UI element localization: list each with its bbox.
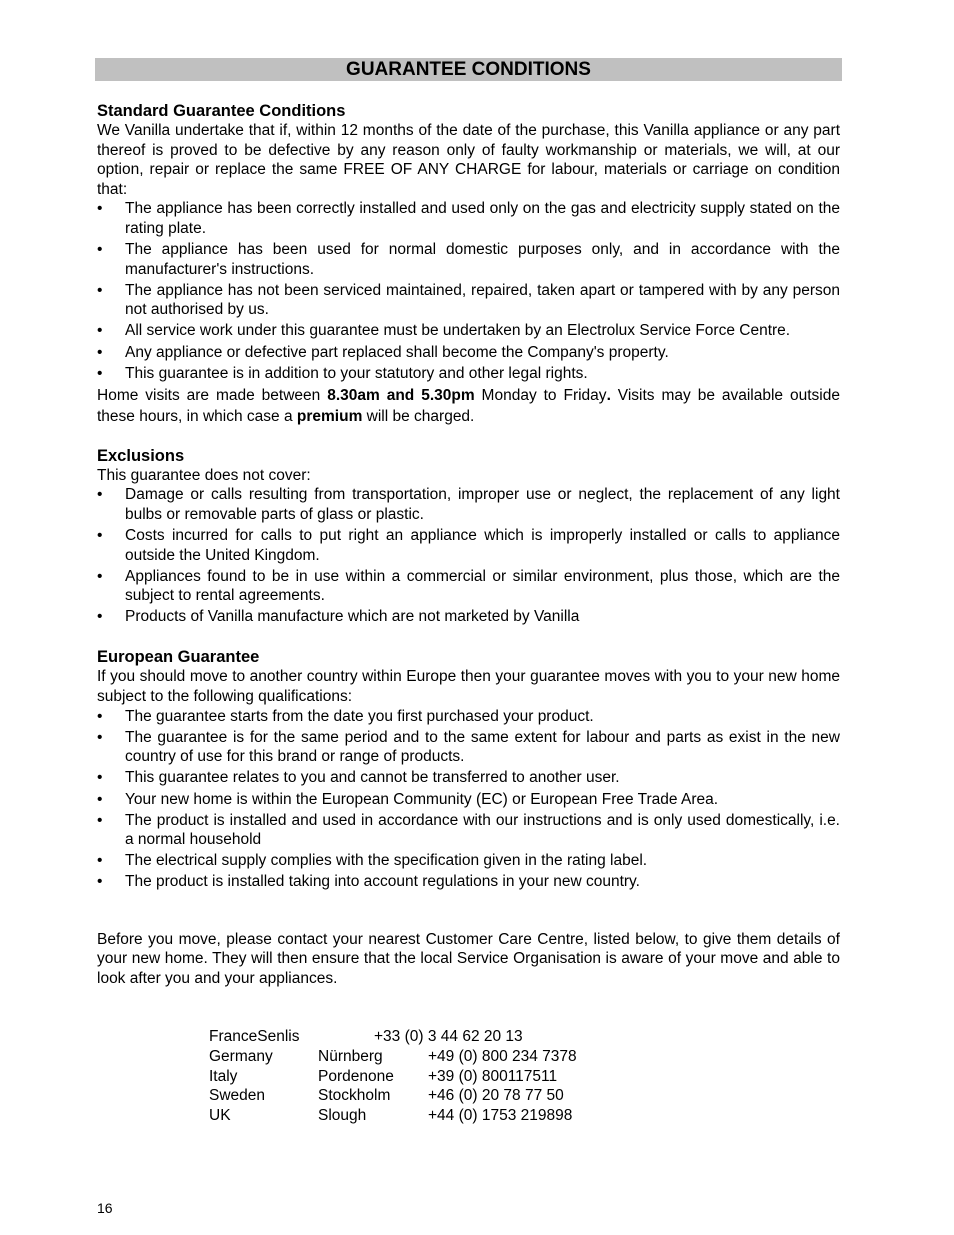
contact-country: Sweden xyxy=(209,1087,266,1105)
exclusions-list xyxy=(97,485,840,627)
list-item: • Any appliance or defective part replaced shall become the Company's property. xyxy=(97,343,669,361)
bullet-icon: • xyxy=(97,241,103,259)
list-item: • Costs incurred for calls to put right an appliance which is improperly installed or calls to appliance outside the United Kingdom. xyxy=(97,527,840,564)
bullet-icon: • xyxy=(97,769,103,787)
list-item: • Products of Vanilla manufacture which are not marketed by Vanilla xyxy=(97,608,580,626)
contact-row xyxy=(209,1106,629,1126)
before-you-move-paragraph: Before you move, please contact your nearest Customer Care Centre, listed below, to give them details of your new home. They will then ensure that the local Service Organisation is aware of your move and able to look after you and your appliances. xyxy=(97,930,840,987)
contact-city: Slough xyxy=(318,1107,367,1125)
bullet-icon: • xyxy=(97,486,103,504)
bullet-icon: • xyxy=(97,343,103,361)
contact-phone: +49 (0) 800 234 7378 xyxy=(428,1047,577,1065)
contact-row xyxy=(209,1067,629,1087)
page-number: 16 xyxy=(97,1200,113,1216)
contact-city: Nürnberg xyxy=(318,1047,383,1065)
exclusions-heading: Exclusions xyxy=(97,446,185,465)
bullet-icon: • xyxy=(97,322,103,340)
european-qualifications-list xyxy=(97,707,840,892)
contact-row xyxy=(209,1047,629,1067)
standard-conditions-list xyxy=(97,199,840,383)
list-item: • The guarantee is for the same period and to the same extent for labour and parts as exist in the new country of use for this brand or range of products. xyxy=(97,728,840,766)
page-title-banner: GUARANTEE CONDITIONS xyxy=(95,58,842,81)
list-item: • Your new home is within the European Community (EC) or European Free Trade Area. xyxy=(97,790,719,808)
standard-guarantee-heading: Standard Guarantee Conditions xyxy=(97,102,346,120)
customer-care-contacts xyxy=(209,1027,629,1126)
list-item: • The guarantee starts from the date you first purchased your product. xyxy=(97,707,594,725)
exclusions-intro: This guarantee does not cover: xyxy=(97,466,311,484)
list-item: • The product is installed taking into account regulations in your new country. xyxy=(97,873,640,891)
bullet-icon: • xyxy=(97,281,103,299)
bullet-icon: • xyxy=(97,707,103,725)
bullet-icon: • xyxy=(97,608,103,626)
contact-country: Italy xyxy=(209,1067,238,1085)
list-item: • The electrical supply complies with the specification given in the rating label. xyxy=(97,852,648,870)
list-item: • This guarantee relates to you and cannot be transferred to another user. xyxy=(97,769,620,787)
contact-city: Pordenone xyxy=(318,1067,394,1085)
list-item: • This guarantee is in addition to your statutory and other legal rights. xyxy=(97,364,588,382)
bullet-icon: • xyxy=(97,364,103,382)
contact-city: Stockholm xyxy=(318,1087,391,1105)
list-item: • The appliance has not been serviced maintained, repaired, taken apart or tampered with by any person not authorised by us. xyxy=(97,281,840,319)
list-item: • The product is installed and used in accordance with our instructions and is only used domestically, i.e. a normal household xyxy=(97,811,840,849)
bullet-icon: • xyxy=(97,790,103,808)
list-item: • Damage or calls resulting from transportation, improper use or neglect, the replacement of any light bulbs or removable parts of glass or plastic. xyxy=(97,486,840,523)
premium-word: premium xyxy=(296,407,363,425)
contact-country: UK xyxy=(209,1107,231,1125)
main-content xyxy=(97,101,840,988)
bullet-icon: • xyxy=(97,200,103,218)
european-guarantee-intro: If you should move to another country within Europe then your guarantee moves with you to your new home subject to the following qualifications: xyxy=(97,668,840,706)
contact-phone: +39 (0) 800117511 xyxy=(428,1067,558,1085)
list-item: • Appliances found to be in use within a commercial or similar environment, plus those, which are the subject to rental agreements. xyxy=(97,567,840,605)
list-item: • The appliance has been used for normal domestic purposes only, and in accordance with the manufacturer's instructions. xyxy=(97,241,840,278)
bullet-icon: • xyxy=(97,527,103,544)
contact-phone: +46 (0) 20 78 77 50 xyxy=(428,1087,564,1105)
standard-guarantee-intro: We Vanilla undertake that if, within 12 months of the date of the purchase, this Vanilla appliance or any part thereof is proved to be defective by any reason only of faulty workmanship or materials, we will, at our option, repair or replace the same FREE OF ANY CHARGE for labour, materials or carriage on condition that: xyxy=(97,122,840,198)
list-item: • The appliance has been correctly installed and used only on the gas and electricity supply stated on the rating plate. xyxy=(97,200,840,237)
contact-country: Germany xyxy=(209,1047,273,1065)
contact-row xyxy=(209,1027,629,1047)
home-visits-paragraph: Home visits are made between 8.30am and 5.30pm Monday to Friday. Visits may be available outside these hours, in which case a premium will be charged. xyxy=(97,386,840,425)
bullet-icon: • xyxy=(97,873,103,891)
list-item: • All service work under this guarantee must be undertaken by an Electrolux Service Force Centre. xyxy=(97,322,791,340)
visit-hours: 8.30am and 5.30pm xyxy=(327,386,475,404)
contact-phone: +33 (0) 3 44 62 20 13 xyxy=(374,1028,523,1045)
european-guarantee-heading: European Guarantee xyxy=(97,648,260,667)
contact-phone: +44 (0) 1753 219898 xyxy=(428,1107,573,1125)
bullet-icon: • xyxy=(97,728,103,746)
contact-row xyxy=(209,1086,629,1106)
contact-country-city: FranceSenlis xyxy=(209,1028,300,1045)
bullet-icon: • xyxy=(97,567,103,585)
bullet-icon: • xyxy=(97,811,103,829)
bullet-icon: • xyxy=(97,852,103,870)
